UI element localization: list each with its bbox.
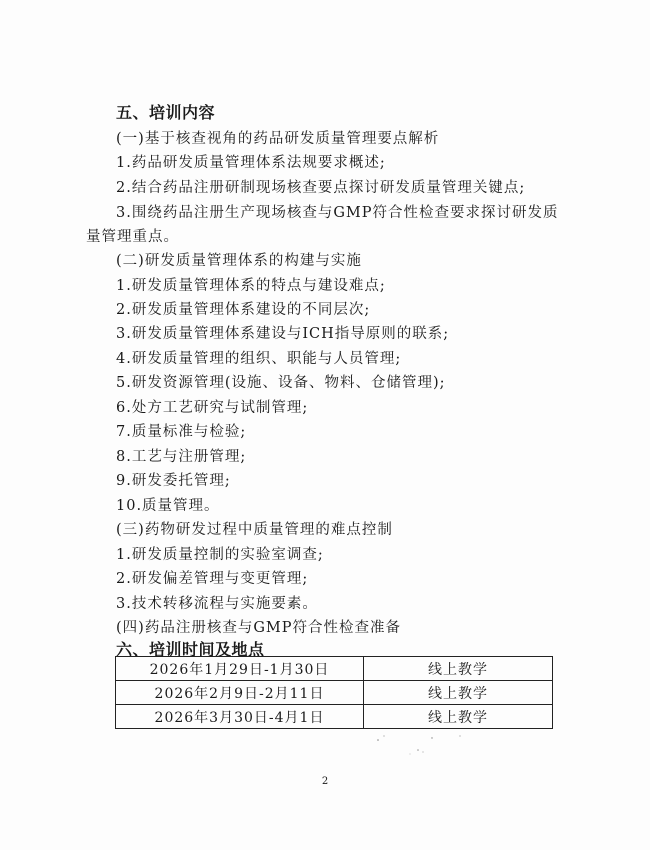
sub1-item-2: 2.结合药品注册研制现场核查要点探讨研发质量管理关键点;: [116, 180, 526, 196]
schedule-table: [115, 656, 553, 729]
schedule-date: 2026年3月30日-4月1日: [116, 705, 364, 729]
sub2-item-1: 1.研发质量管理体系的特点与建设难点;: [116, 278, 386, 294]
sub2-item-6: 6.处方工艺研究与试制管理;: [116, 400, 309, 416]
page-number: 2: [321, 776, 329, 787]
sub2-item-5: 5.研发资源管理(设施、设备、物料、仓储管理);: [116, 375, 446, 391]
sub1-item-1: 1.药品研发质量管理体系法规要求概述;: [116, 155, 386, 171]
sub4-title: (四)药品注册核查与GMP符合性检查准备: [116, 620, 401, 636]
sub3-item-1: 1.研发质量控制的实验室调查;: [116, 547, 324, 563]
sub1-title: (一)基于核查视角的药品研发质量管理要点解析: [116, 131, 440, 147]
scan-specks: [370, 728, 480, 758]
sub1-item-3: 3.围绕药品注册生产现场核查与GMP符合性检查要求探讨研发质: [116, 205, 559, 221]
sub2-title: (二)研发质量管理体系的构建与实施: [116, 253, 362, 269]
sub2-item-9: 9.研发委托管理;: [116, 473, 231, 489]
sub2-item-3: 3.研发质量管理体系建设与ICH指导原则的联系;: [116, 326, 450, 342]
sub3-item-2: 2.研发偏差管理与变更管理;: [116, 571, 309, 587]
sub2-item-4: 4.研发质量管理的组织、职能与人员管理;: [116, 351, 402, 367]
sub2-item-10: 10.质量管理。: [116, 498, 220, 514]
table-row: [116, 705, 553, 729]
schedule-location: 线上教学: [364, 681, 553, 705]
sub2-item-7: 7.质量标准与检验;: [116, 424, 247, 440]
schedule-date: 2026年1月29日-1月30日: [116, 657, 364, 681]
sub1-item-3-cont: 量管理重点。: [86, 229, 179, 245]
sub3-title: (三)药物研发过程中质量管理的难点控制: [116, 522, 393, 538]
sub2-item-2: 2.研发质量管理体系建设的不同层次;: [116, 302, 371, 318]
schedule-location: 线上教学: [364, 657, 553, 681]
schedule-location: 线上教学: [364, 705, 553, 729]
sub3-item-3: 3.技术转移流程与实施要素。: [116, 596, 318, 612]
section6-heading: 六、培训时间及地点: [116, 640, 265, 659]
table-row: [116, 657, 553, 681]
schedule-date: 2026年2月9日-2月11日: [116, 681, 364, 705]
table-row: [116, 681, 553, 705]
sub2-item-8: 8.工艺与注册管理;: [116, 449, 247, 465]
section5-heading: 五、培训内容: [116, 103, 216, 122]
